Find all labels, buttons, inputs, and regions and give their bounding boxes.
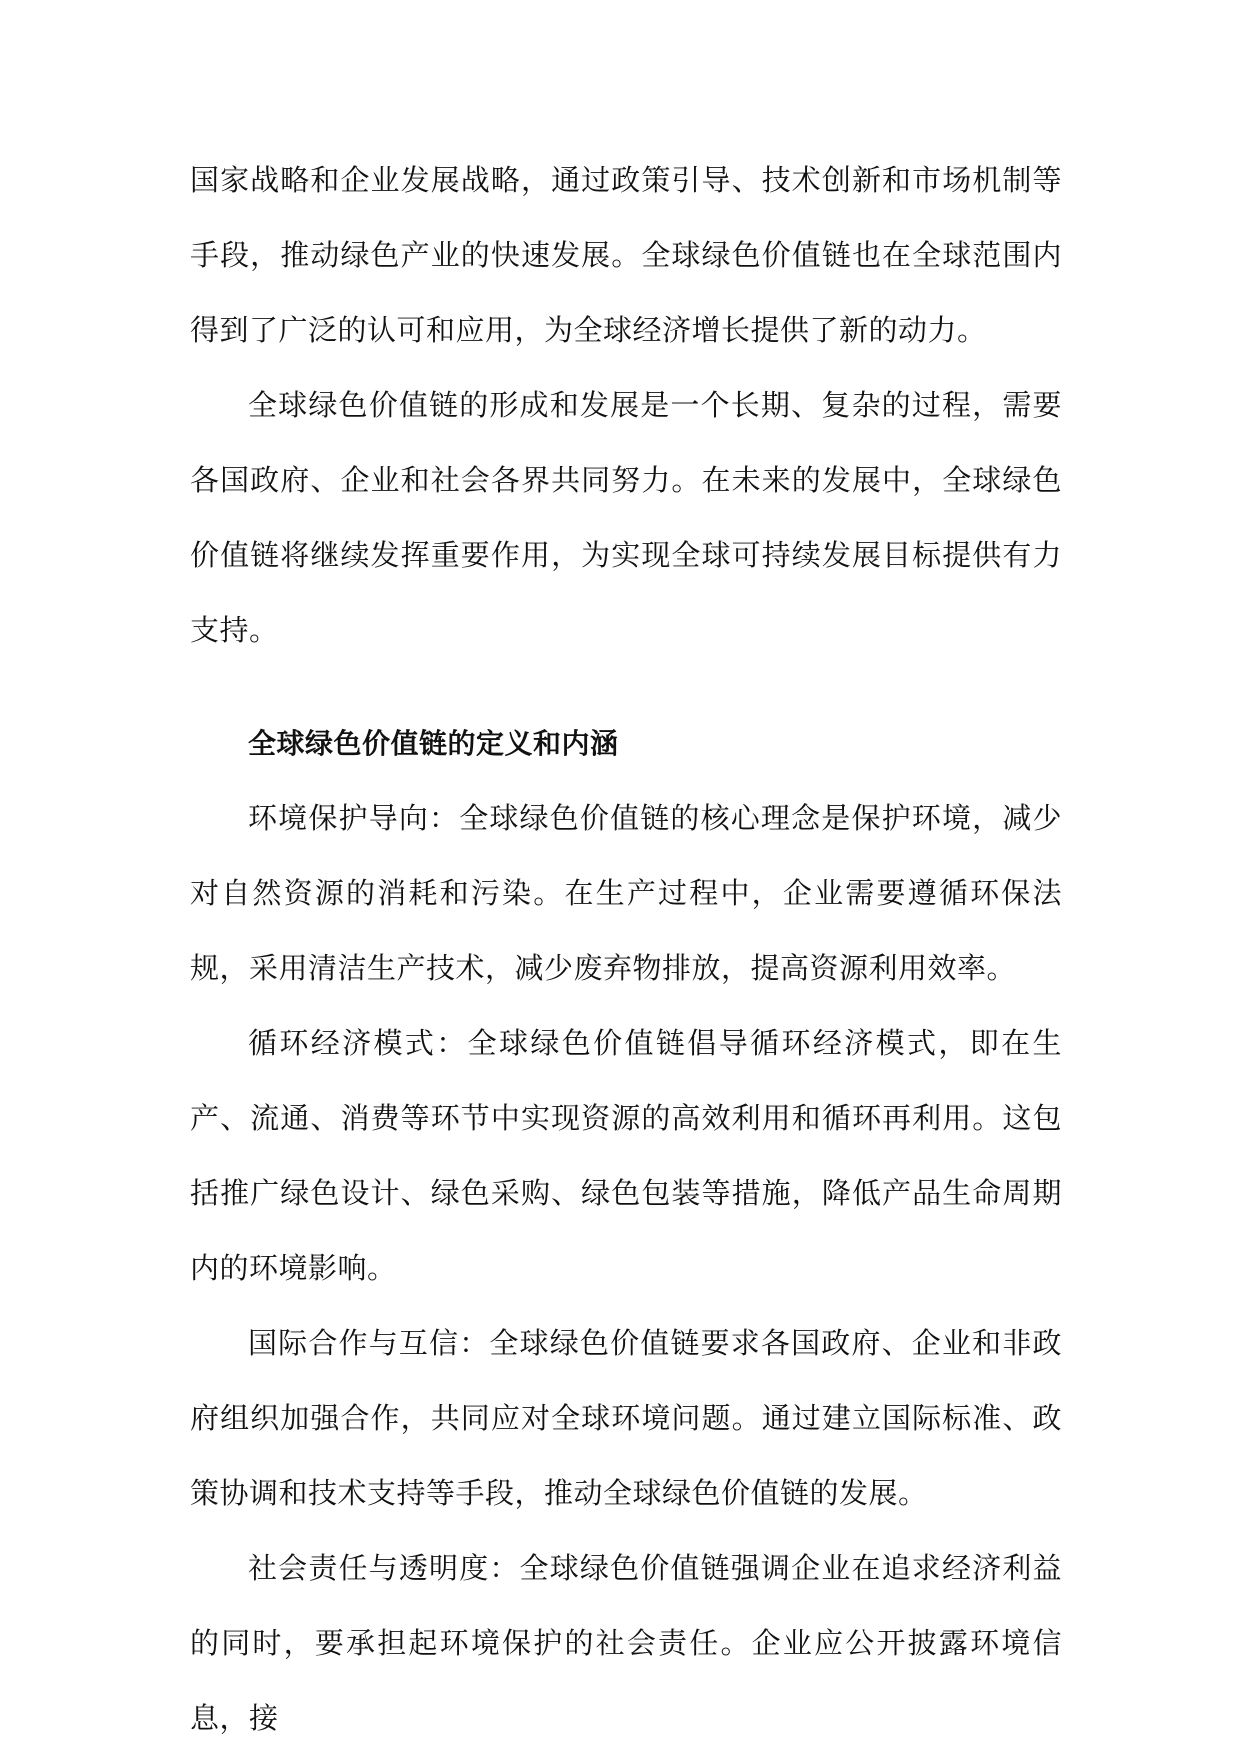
paragraph: 环境保护导向：全球绿色价值链的核心理念是保护环境，减少对自然资源的消耗和污染。在生产过程中，企业需要遵循环保法规，采用清洁生产技术，减少废弃物排放，提高资源利用效率。 (190, 801, 1062, 985)
paragraph: 全球绿色价值链的形成和发展是一个长期、复杂的过程，需要各国政府、企业和社会各界共同努力。在未来的发展中，全球绿色价值链将继续发挥重要作用，为实现全球可持续发展目标提供有力支持。 (190, 388, 1062, 647)
paragraph-continuation: 国家战略和企业发展战略，通过政策引导、技术创新和市场机制等手段，推动绿色产业的快速发展。全球绿色价值链也在全球范围内得到了广泛的认可和应用，为全球经济增长提供了新的动力。 (190, 163, 1062, 347)
section-heading: 全球绿色价值链的定义和内涵 (248, 727, 619, 760)
paragraph: 循环经济模式：全球绿色价值链倡导循环经济模式，即在生产、流通、消费等环节中实现资源的高效利用和循环再利用。这包括推广绿色设计、绿色采购、绿色包装等措施，降低产品生命周期内的环境影响。 (190, 1026, 1062, 1285)
paragraph: 国际合作与互信：全球绿色价值链要求各国政府、企业和非政府组织加强合作，共同应对全球环境问题。通过建立国际标准、政策协调和技术支持等手段，推动全球绿色价值链的发展。 (190, 1326, 1062, 1510)
paragraph: 社会责任与透明度：全球绿色价值链强调企业在追求经济利益的同时，要承担起环境保护的社会责任。企业应公开披露环境信息，接 (190, 1551, 1062, 1735)
document-body (190, 143, 1062, 1756)
